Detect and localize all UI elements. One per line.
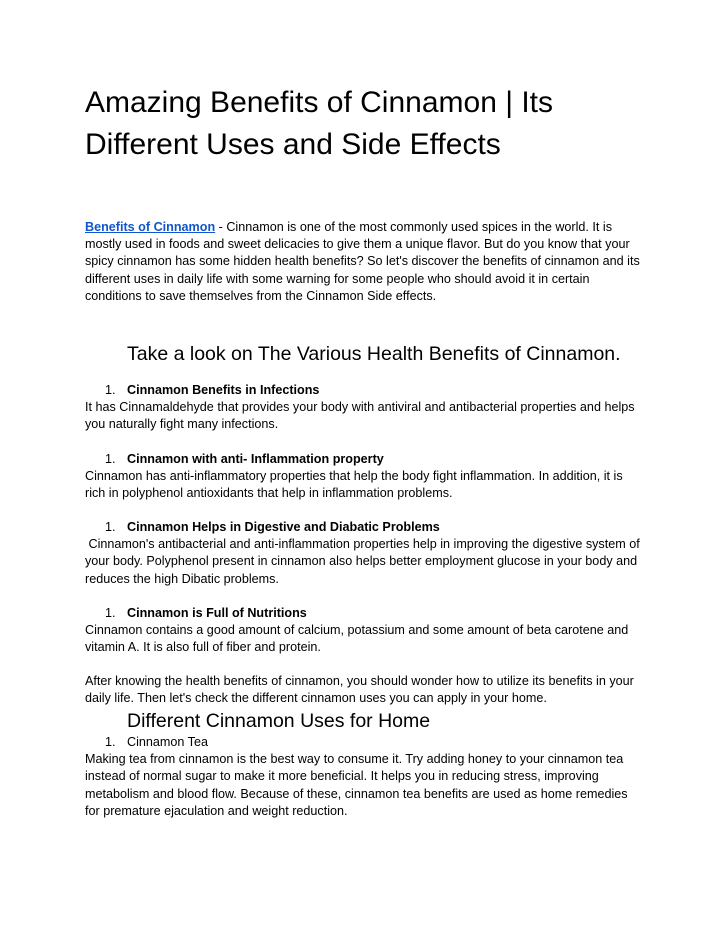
list-item-heading: Cinnamon Benefits in Infections xyxy=(127,383,320,397)
intro-text: - Cinnamon is one of the most commonly used spices in the world. It is mostly used in foods and sweet delicacies to give them a unique flavor. But do you know that your spicy cinnamon has some hidden health benefits? So let's discover the benefits of cinnamon and its different uses in daily life with some warning for some people who should avoid it in certain conditions to save themselves from the Cinnamon Side effects. xyxy=(85,220,640,303)
list-item-heading: Cinnamon is Full of Nutritions xyxy=(127,606,307,620)
list-item xyxy=(85,382,645,434)
list-item-text: Making tea from cinnamon is the best way to consume it. Try adding honey to your cinnamon tea instead of normal sugar to make it more beneficial. It helps you in reducing stress, improving metabolism and blood flow. Because of these, cinnamon tea benefits are used as home remedies for premature ejaculation and weight reduction. xyxy=(85,752,628,818)
list-item-text: Cinnamon's antibacterial and anti-inflammation properties help in improving the digestive system of your body. Polyphenol present in cinnamon also helps better employment glucose in your body and reduces the high Dibatic problems. xyxy=(85,537,644,586)
list-item-text: Cinnamon contains a good amount of calcium, potassium and some amount of beta carotene and vitamin A. It is also full of fiber and protein. xyxy=(85,623,629,655)
list-number: 1. xyxy=(105,735,116,749)
list-item-text: It has Cinnamaldehyde that provides your body with antiviral and antibacterial properties and helps you naturally fight many infections. xyxy=(85,400,635,432)
list-number: 1. xyxy=(105,452,116,466)
list-item-heading: Cinnamon Helps in Digestive and Diabatic Problems xyxy=(127,520,440,534)
list-item xyxy=(85,451,645,503)
list-number: 1. xyxy=(105,383,116,397)
list-item-text: Cinnamon has anti-inflammatory properties that help the body fight inflammation. In addition, it is rich in polyphenol antioxidants that help in inflammation problems. xyxy=(85,469,623,501)
list-item xyxy=(85,734,645,820)
benefits-of-cinnamon-link[interactable]: Benefits of Cinnamon xyxy=(85,220,216,234)
list-item xyxy=(85,605,645,657)
list-number: 1. xyxy=(105,606,116,620)
list-item-heading: Cinnamon Tea xyxy=(127,735,208,749)
closing-paragraph: After knowing the health benefits of cinnamon, you should wonder how to utilize its benefits in your daily life. Then let's check the different cinnamon uses you can apply in your home. xyxy=(85,674,634,706)
list-item xyxy=(85,519,645,588)
list-number: 1. xyxy=(105,520,116,534)
list-item-heading: Cinnamon with anti- Inflammation property xyxy=(127,452,384,466)
section-heading-uses: Different Cinnamon Uses for Home xyxy=(127,710,431,732)
page-title: Amazing Benefits of Cinnamon | Its Different Uses and Side Effects xyxy=(85,86,554,161)
intro-paragraph xyxy=(85,219,645,305)
section-heading-health-benefits: Take a look on The Various Health Benefits of Cinnamon. xyxy=(127,343,621,365)
